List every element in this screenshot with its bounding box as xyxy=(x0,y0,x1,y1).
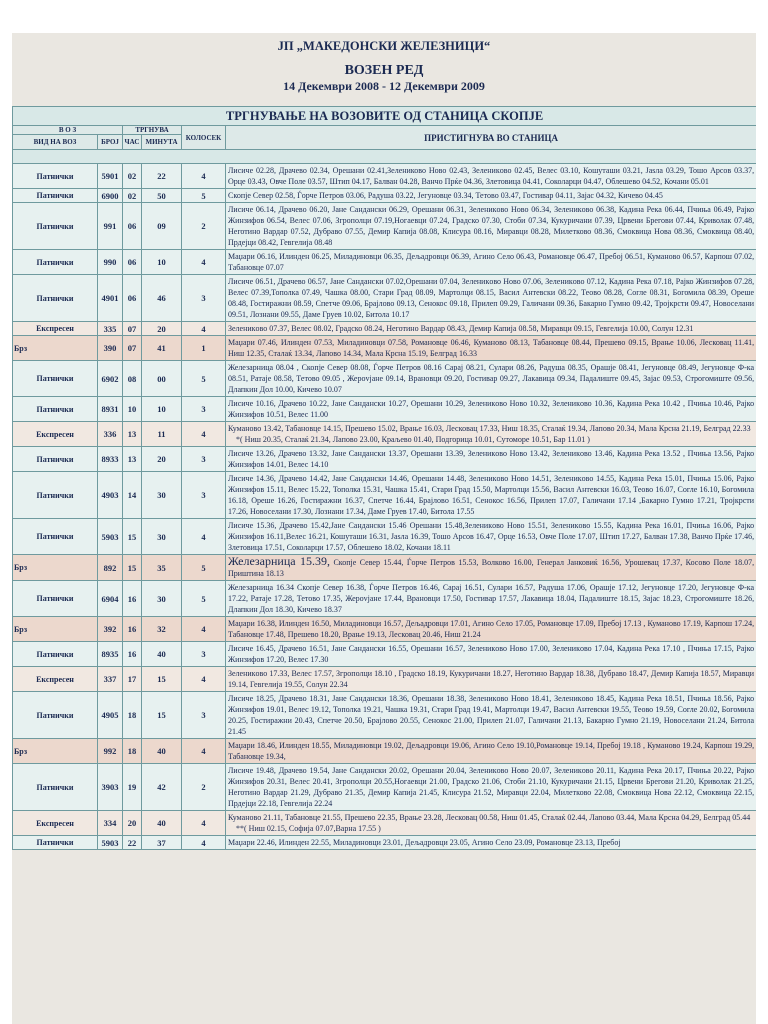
arrival-stations-text: Лисиче 06.14, Драчево 06.20, Јане Сандански 06.29, Орешани 06.31, Зеленикoво Ново 06.34, Зеленикoво 06.38, Кадина Река 06.44, Пчиња 06.49, Рајко Жинзифов 06.54, Велес 07.06, Згрополци 07.19,Ногаевци 07.24, Градско 07.30, Стоби 07.34, Кукуричани 07.39, Црвени Брегови 07.44, Криволак 07.48, Неготино Вардар 07.52, Дубраво 07.55, Демир Капија 08.08, Клисура 08.16, Миравци 08.28, Милетково 08.36, Смоквица Нова 08.36, Смоквица 08.40, Прдејци 08.42, Гевгелија 08.48 xyxy=(228,205,755,247)
departure-minute: 46 xyxy=(142,275,182,322)
train-type: Патнички xyxy=(13,642,98,667)
train-type: Експресен xyxy=(13,322,98,336)
table-row xyxy=(13,617,757,642)
arrival-stations-text: Куманово 13.42, Табановце 14.15, Прешево 15.02, Врање 16.03, Лесковац 17.33, Ниш 18.35, Сталаќ 19.34, Лапово 20.34, Мала Крсна 21.19, Белград 22.33 xyxy=(228,424,751,433)
departure-hour: 18 xyxy=(123,739,142,764)
departure-minute: 15 xyxy=(142,692,182,739)
train-type: Експресен xyxy=(13,422,98,447)
departure-minute: 41 xyxy=(142,336,182,361)
departures-table xyxy=(12,106,756,850)
train-number: 8935 xyxy=(98,642,123,667)
arrival-stations-text: Зеленикoво 07.37, Велес 08.02, Градско 08.24, Неготино Вардар 08.43, Демир Капија 08.58, Миравци 09.15, Гевгелија 10.00, Солун 12.31 xyxy=(228,324,694,333)
train-type: Патнички xyxy=(13,250,98,275)
departure-hour: 07 xyxy=(123,322,142,336)
arrival-stations-text: Скопје Север 15.44, Ѓорче Петров 15.53, Волково 16.00, Генерал Јанковиќ 16.56, Урошевац 17.37, Косово Поле 18.07, Приштина 18.13 xyxy=(228,558,755,578)
departure-hour: 06 xyxy=(123,203,142,250)
arrival-stations-text: Железарница 08.04 , Скопје Север 08.08, Ѓорче Петров 08.16 Сарај 08.21, Сулари 08.26, Радуша 08.35, Орашје 08.41, Јегуновце 08.49, Јегуновце Ф-ка 08.51, Ратаје 08.58, Тетово 09.05 , Жерovjане 09.14, Врановци 09.20, Гостивар 09.27, Лакавица 09.34, Падалиште 09.45, Зајас 09.53, Строгомиште 09.56, Длапкин Дол 10.00, Кичево 10.07 xyxy=(228,363,755,394)
arrival-stations xyxy=(226,447,757,472)
departure-hour: 16 xyxy=(123,642,142,667)
track-number: 4 xyxy=(182,667,226,692)
departure-hour: 07 xyxy=(123,336,142,361)
track-number: 4 xyxy=(182,739,226,764)
track-number: 3 xyxy=(182,275,226,322)
departure-minute: 09 xyxy=(142,203,182,250)
departure-hour: 15 xyxy=(123,555,142,581)
company-name: ЈП „МАКЕДОНСКИ ЖЕЛЕЗНИЦИ“ xyxy=(277,39,491,53)
arrival-stations xyxy=(226,692,757,739)
track-number: 4 xyxy=(182,164,226,189)
train-number: 392 xyxy=(98,617,123,642)
arrival-stations xyxy=(226,472,757,519)
train-type: Брз xyxy=(13,617,98,642)
train-number: 336 xyxy=(98,422,123,447)
track-number: 3 xyxy=(182,447,226,472)
departure-hour: 17 xyxy=(123,667,142,692)
arrival-stations-text: Маџари 07.46, Илинден 07.53, Миладиновци 07.58, Романовце 06.46, Куманово 08.13, Табановце 08.44, Прешево 09.15, Врање 10.06, Лесковац 11.41, Ниш 12.35, Сталаќ 13.34, Лапово 14.34, Мала Крсна 15.19, Белград 16.33 xyxy=(228,338,755,358)
table-row xyxy=(13,519,757,555)
train-number: 335 xyxy=(98,322,123,336)
train-number: 892 xyxy=(98,555,123,581)
arrival-stations xyxy=(226,667,757,692)
departure-minute: 40 xyxy=(142,739,182,764)
arrival-stations-text: Маџари 18.46, Илинден 18.55, Миладиновци 19.02, Дељадровци 19.06, Агино Село 19.10,Романовце 19.14, Пребој 19.18 , Куманово 19.24, Карпош 19.29, Табановце 19.34, xyxy=(228,741,755,761)
train-type: Експресен xyxy=(13,811,98,836)
group-header-trgnuva: ТРГНУВА xyxy=(123,126,182,135)
table-row xyxy=(13,250,757,275)
track-number: 2 xyxy=(182,764,226,811)
table-row xyxy=(13,764,757,811)
departure-hour: 16 xyxy=(123,581,142,617)
track-number: 5 xyxy=(182,581,226,617)
departure-hour: 10 xyxy=(123,397,142,422)
track-number: 5 xyxy=(182,555,226,581)
arrival-stations-text: Маџари 22.46, Илинден 22.55, Миладиновци 23.01, Дељадровци 23.05, Агино Село 23.09, Романовце 23.13, Пребој xyxy=(228,838,621,847)
train-type: Брз xyxy=(13,739,98,764)
departure-hour: 18 xyxy=(123,692,142,739)
departure-hour: 02 xyxy=(123,189,142,203)
departure-minute: 20 xyxy=(142,447,182,472)
train-number: 6904 xyxy=(98,581,123,617)
train-type: Патнички xyxy=(13,472,98,519)
train-number: 390 xyxy=(98,336,123,361)
train-type: Патнички xyxy=(13,189,98,203)
arrival-stations-text: Лисиче 06.51, Драчево 06.57, Јане Сандански 07.02,Орешани 07.04, Зеленикoво Ново 07.06, Зеленикoво 07.12, Кадина Река 07.18, Рајко Жинзифов 07.28, Велес 07.39,Тополка 07.49, Чашка 08.00, Стари Град 08.09, Мартолци 08.15, Васил Антевски 08.22, Теово 08.28, Согле 08.31, Богомила 08.39, Ореше 08.48, Гостиражни 08.59, Спетче 09.06, Брајловo 09.13, Сенокос 09.18, Прилеп 09.29, Галичани 09.36, Бакарно Гумно 09.42, Тројкрсти 09.47, Новоселани 09.51, Лознани 09.55, Даме Груев 10.02, Битола 10.17 xyxy=(228,277,755,319)
departure-hour: 14 xyxy=(123,472,142,519)
validity-period: 14 Декември 2008 - 12 Декември 2009 xyxy=(283,79,485,93)
train-number: 4905 xyxy=(98,692,123,739)
train-type: Брз xyxy=(13,555,98,581)
departure-minute: 32 xyxy=(142,617,182,642)
departure-minute: 30 xyxy=(142,472,182,519)
table-spacer xyxy=(13,150,757,164)
arrival-stations-text: Лисиче 13.26, Драчево 13.32, Јане Сандански 13.37, Орешани 13.39, Зеленикoво Ново 13.42, Зеленикoво 13.46, Кадина Река 13.52 , Пчиња 13.56, Рајко Жинзифов 14.01, Велес 14.10 xyxy=(228,449,755,469)
arrival-stations xyxy=(226,764,757,811)
train-type: Патнички xyxy=(13,519,98,555)
track-number: 4 xyxy=(182,519,226,555)
train-number: 3903 xyxy=(98,764,123,811)
departure-minute: 15 xyxy=(142,667,182,692)
track-number: 4 xyxy=(182,322,226,336)
table-row xyxy=(13,836,757,850)
track-number: 2 xyxy=(182,203,226,250)
departure-hour: 08 xyxy=(123,361,142,397)
train-type: Патнички xyxy=(13,164,98,189)
train-number: 6902 xyxy=(98,361,123,397)
arrival-stations xyxy=(226,739,757,764)
arrival-stations xyxy=(226,581,757,617)
train-type: Патнички xyxy=(13,692,98,739)
arrival-stations xyxy=(226,275,757,322)
train-number: 990 xyxy=(98,250,123,275)
arrival-stations xyxy=(226,189,757,203)
departure-hour: 02 xyxy=(123,164,142,189)
col-header-vid: ВИД НА ВОЗ xyxy=(13,135,98,150)
arrival-first-station: Железарница 15.39, xyxy=(228,554,331,568)
departure-hour: 20 xyxy=(123,811,142,836)
arrival-stations-text: Лисиче 02.28, Драчево 02.34, Орешани 02.41,Зелениково Ново 02.43, Зеленикoво 02.45, Велес 03.10, Кошуташи 03.21, Јаѕла 03.29, Тошо Арсов 03.37, Орце 03.43, Овче Поле 03.57, Штип 04.17, Балван 04.28, Ванчо Прќе 04.36, Злетовица 04.41, Соколарци 04.47, Облешево 04.52, Кочани 05.01 xyxy=(228,166,755,186)
connection-note: **( Ниш 02.15, Софија 07.07,Варна 17.55 ) xyxy=(236,824,381,833)
train-number: 4903 xyxy=(98,472,123,519)
table-row xyxy=(13,642,757,667)
track-number: 4 xyxy=(182,250,226,275)
arrival-stations xyxy=(226,397,757,422)
arrival-stations xyxy=(226,322,757,336)
track-number: 4 xyxy=(182,811,226,836)
train-number: 991 xyxy=(98,203,123,250)
table-row xyxy=(13,581,757,617)
departure-hour: 13 xyxy=(123,422,142,447)
arrival-stations xyxy=(226,519,757,555)
track-number: 3 xyxy=(182,642,226,667)
train-type: Брз xyxy=(13,336,98,361)
arrival-stations-text: Лисиче 10.16, Драчево 10.22, Јане Сандански 10.27, Орешани 10.29, Зеленикoво Ново 10.32, Зеленикoво 10.36, Кадина Река 10.42 , Пчиња 10.46, Рајко Жинзифов 10.51, Велес 11.00 xyxy=(228,399,755,419)
track-number: 3 xyxy=(182,397,226,422)
arrival-stations xyxy=(226,642,757,667)
table-row xyxy=(13,322,757,336)
table-row xyxy=(13,336,757,361)
train-type: Патнички xyxy=(13,361,98,397)
arrival-stations-text: Маџари 06.16, Илинден 06.25, Миладиновци 06.35, Дељадровци 06.39, Агино Село 06.43, Романовце 06.47, Пребој 06.51, Куманово 06.57, Карпош 07.02, Табановце 07.07 xyxy=(228,252,755,272)
table-row xyxy=(13,203,757,250)
group-header-voz: В О З xyxy=(13,126,123,135)
arrival-stations-text: Зеленикoво 17.33, Велес 17.57, Згрополци 18.10 , Градско 18.19, Кукуричани 18.27, Неготино Вардар 18.38, Дубраво 18.47, Демир Капија 18.57, Миравци 19.14, Гевгелија 19.55, Солун 22.34 xyxy=(228,669,755,689)
arrival-stations-text: Лисиче 15.36, Драчево 15.42,Јане Сандански 15.46 Орешани 15.48,Зеленикoво Ново 15.51, Зеленикoво 15.55, Кадина Река 16.01, Пчиња 16.06, Рајко Жинзифов 16.11,Велес 16.21, Кошуташи 16.31, Јаѕла 16.39, Тошо Арсов 16.47, Орце 16.53, Овче Поле 17.07, Штип 17.27, Балван 17.38, Ванчо Прќе 17.46, Злетовица 17.51, Соколарци 17.57, Облешево 18.02, Кочани 18.11 xyxy=(228,521,755,552)
train-type: Патнички xyxy=(13,764,98,811)
table-row xyxy=(13,422,757,447)
col-header-minuta: МИНУТА xyxy=(142,135,182,150)
arrival-stations-text: Железарница 16.34 Скопје Север 16.38, Ѓорче Петров 16.46, Сарај 16.51, Сулари 16.57, Радуша 17.06, Орашје 17.12, Јегуновце 17.20, Јегуновце Ф-ка 17.22, Ратаје 17.28, Тетово 17.35, Жерovjане 17.44, Врановци 17.50, Гостивар 17.57, Лакавица 18.04, Падалиште 18.15, Зајас 18.23, Строгомиште 18.26, Длапкин Дол 18.30, Кичево 18.37 xyxy=(228,583,755,614)
table-row xyxy=(13,667,757,692)
connection-note: *( Ниш 20.35, Сталаќ 21.34, Лапово 23.00, Краљево 01.40, Подгорица 10.01, Сутоморе 10.51, Бар 11.01 ) xyxy=(236,435,590,444)
arrival-stations-text: Лисиче 18.25, Драчево 18.31, Јане Сандански 18.36, Орешани 18.38, Зеленикoво Ново 18.41, Зеленикoво 18.45, Кадина Река 18.51, Пчиња 18.56, Рајко Жинзифов 19.01, Велес 19.12, Тополка 19.21, Чашка 19.31, Стари Град 19.41, Мартолци 19.47, Васил Антевски 19.55, Теово 19.59, Согле 20.02, Богомила 20.25, Гостиражни 20.43, Спетче 20.50, Брајловo 20.55, Сенокос 21.00, Прилеп 21.07, Галичани 21.13, Бакарно Гумно 21.19, Новоселани 21.24, Битола 21.45 xyxy=(228,694,755,736)
table-row xyxy=(13,472,757,519)
track-number: 4 xyxy=(182,422,226,447)
train-number: 8931 xyxy=(98,397,123,422)
departure-minute: 10 xyxy=(142,250,182,275)
table-row xyxy=(13,189,757,203)
train-number: 992 xyxy=(98,739,123,764)
departure-minute: 22 xyxy=(142,164,182,189)
departure-hour: 15 xyxy=(123,519,142,555)
page-title: ВОЗЕН РЕД xyxy=(344,63,424,78)
arrival-stations xyxy=(226,336,757,361)
table-caption: ТРГНУВАЊЕ НА ВОЗОВИТЕ ОД СТАНИЦА СКОПЈЕ xyxy=(13,107,757,126)
departure-hour: 22 xyxy=(123,836,142,850)
departure-minute: 00 xyxy=(142,361,182,397)
departure-minute: 20 xyxy=(142,322,182,336)
train-number: 4901 xyxy=(98,275,123,322)
track-number: 5 xyxy=(182,361,226,397)
arrival-stations xyxy=(226,422,757,447)
train-type: Експресен xyxy=(13,667,98,692)
train-type: Патнички xyxy=(13,203,98,250)
train-type: Патнички xyxy=(13,581,98,617)
track-number: 4 xyxy=(182,617,226,642)
col-header-broj: БРОЈ xyxy=(98,135,123,150)
col-header-chas: ЧАС xyxy=(123,135,142,150)
departure-minute: 42 xyxy=(142,764,182,811)
departure-hour: 19 xyxy=(123,764,142,811)
departure-hour: 13 xyxy=(123,447,142,472)
arrival-stations xyxy=(226,555,757,581)
train-type: Патнички xyxy=(13,275,98,322)
arrival-stations xyxy=(226,617,757,642)
arrival-stations-text: Лисиче 19.48, Драчево 19.54, Јане Сандански 20.02, Орешани 20.04, Зеленикoво Ново 20.07, Зеленикoво 20.11, Кадина Река 20.17, Пчиња 20.22, Рајко Жинзифов 20.31, Велес 20.41, Згрополци 20.55,Ногаевци 21.00, Градско 21.06, Стоби 21.10, Кукуричани 21.15, Црвени Брегови 21.20, Криволак 21.25, Неготино Вардар 21.29, Дубраво 21.35, Демир Капија 21.45, Клисура 21.52, Миравци 22.04, Милетково 22.08, Смоквица Нова 22.12, Смоквица 22.15, Прдејци 22.18, Гевгелија 22.24 xyxy=(228,766,755,808)
departure-minute: 30 xyxy=(142,519,182,555)
departure-minute: 50 xyxy=(142,189,182,203)
train-type: Патнички xyxy=(13,836,98,850)
col-header-pristignuva: ПРИСТИГНУВА ВО СТАНИЦА xyxy=(226,126,757,150)
track-number: 4 xyxy=(182,836,226,850)
track-number: 5 xyxy=(182,189,226,203)
table-row xyxy=(13,555,757,581)
table-row xyxy=(13,397,757,422)
arrival-stations xyxy=(226,203,757,250)
train-number: 337 xyxy=(98,667,123,692)
arrival-stations-text: Куманово 21.11, Табановце 21.55, Прешево 22.35, Врање 23.28, Лесковац 00.58, Ниш 01.45, Сталаќ 02.44, Лапово 03.44, Мала Крсна 04.29, Белград 05.44 xyxy=(228,813,751,822)
arrival-stations xyxy=(226,361,757,397)
train-type: Патнички xyxy=(13,447,98,472)
arrival-stations-text: Скопје Север 02.58, Ѓорче Петров 03.06, Радуша 03.22, Јегуновце 03.34, Тетово 03.47, Гостивар 04.11, Зајас 04.32, Кичево 04.45 xyxy=(228,191,663,200)
timetable-page xyxy=(12,33,756,1024)
train-number: 5901 xyxy=(98,164,123,189)
table-row xyxy=(13,275,757,322)
departure-minute: 30 xyxy=(142,581,182,617)
departure-hour: 06 xyxy=(123,275,142,322)
arrival-stations-text: Маџари 16.38, Илинден 16.50, Миладиновци 16.57, Дељадровци 17.01, Агино Село 17.05, Романовце 17.09, Пребој 17.13 , Куманово 17.19, Карпош 17.24, Табановце 17.48, Прешево 18.20, Врање 19.13, Лесковац 20.46, Ниш 21.24 xyxy=(228,619,755,639)
train-number: 334 xyxy=(98,811,123,836)
table-row xyxy=(13,811,757,836)
train-type: Патнички xyxy=(13,397,98,422)
track-number: 3 xyxy=(182,472,226,519)
train-number: 5903 xyxy=(98,519,123,555)
departure-minute: 35 xyxy=(142,555,182,581)
table-row xyxy=(13,164,757,189)
track-number: 1 xyxy=(182,336,226,361)
departure-minute: 40 xyxy=(142,642,182,667)
table-row xyxy=(13,447,757,472)
arrival-stations-text: Лисиче 14.36, Драчево 14.42, Јане Сандански 14.46, Орешани 14.48, Зеленикoво Ново 14.51, Зеленикoво 14.55, Кадина Река 15.01, Пчиња 15.06, Рајко Жинзифов 15.11, Велес 15.22, Тополка 15.31, Чашка 15.41, Стари Град 15.50, Мартолци 15.56, Васил Антевски 16.03, Теово 16.07, Согле 16.10, Богомила 16.18, Ореше 16.26, Гостиражни 16.37, Спетче 16.44, Брајловo 16.51, Сенокос 16.56, Прилеп 17.07, Галичани 17.14 ,Бакарно Гумно 17.21, Тројкрсти 17.26, Новоселани 17.30, Лознани 17.34, Даме Груев 17.40, Битола 17.55 xyxy=(228,474,755,516)
departure-minute: 37 xyxy=(142,836,182,850)
arrival-stations-text: Лисиче 16.45, Драчево 16.51, Јане Сандански 16.55, Орешани 16.57, Зеленикoво Ново 17.00, Зеленикoво 17.04, Кадина Река 17.10 , Пчиња 17.15, Рајко Жинзифов 17.20, Велес 17.30 xyxy=(228,644,755,664)
col-header-kolosek: КОЛОСЕК xyxy=(182,126,226,150)
departure-minute: 10 xyxy=(142,397,182,422)
track-number: 3 xyxy=(182,692,226,739)
arrival-stations xyxy=(226,836,757,850)
table-row xyxy=(13,739,757,764)
departure-hour: 06 xyxy=(123,250,142,275)
table-row xyxy=(13,692,757,739)
departure-hour: 16 xyxy=(123,617,142,642)
departure-minute: 40 xyxy=(142,811,182,836)
table-row xyxy=(13,361,757,397)
train-number: 8933 xyxy=(98,447,123,472)
arrival-stations xyxy=(226,811,757,836)
train-number: 6900 xyxy=(98,189,123,203)
departure-minute: 11 xyxy=(142,422,182,447)
arrival-stations xyxy=(226,250,757,275)
arrival-stations xyxy=(226,164,757,189)
train-number: 5903 xyxy=(98,836,123,850)
